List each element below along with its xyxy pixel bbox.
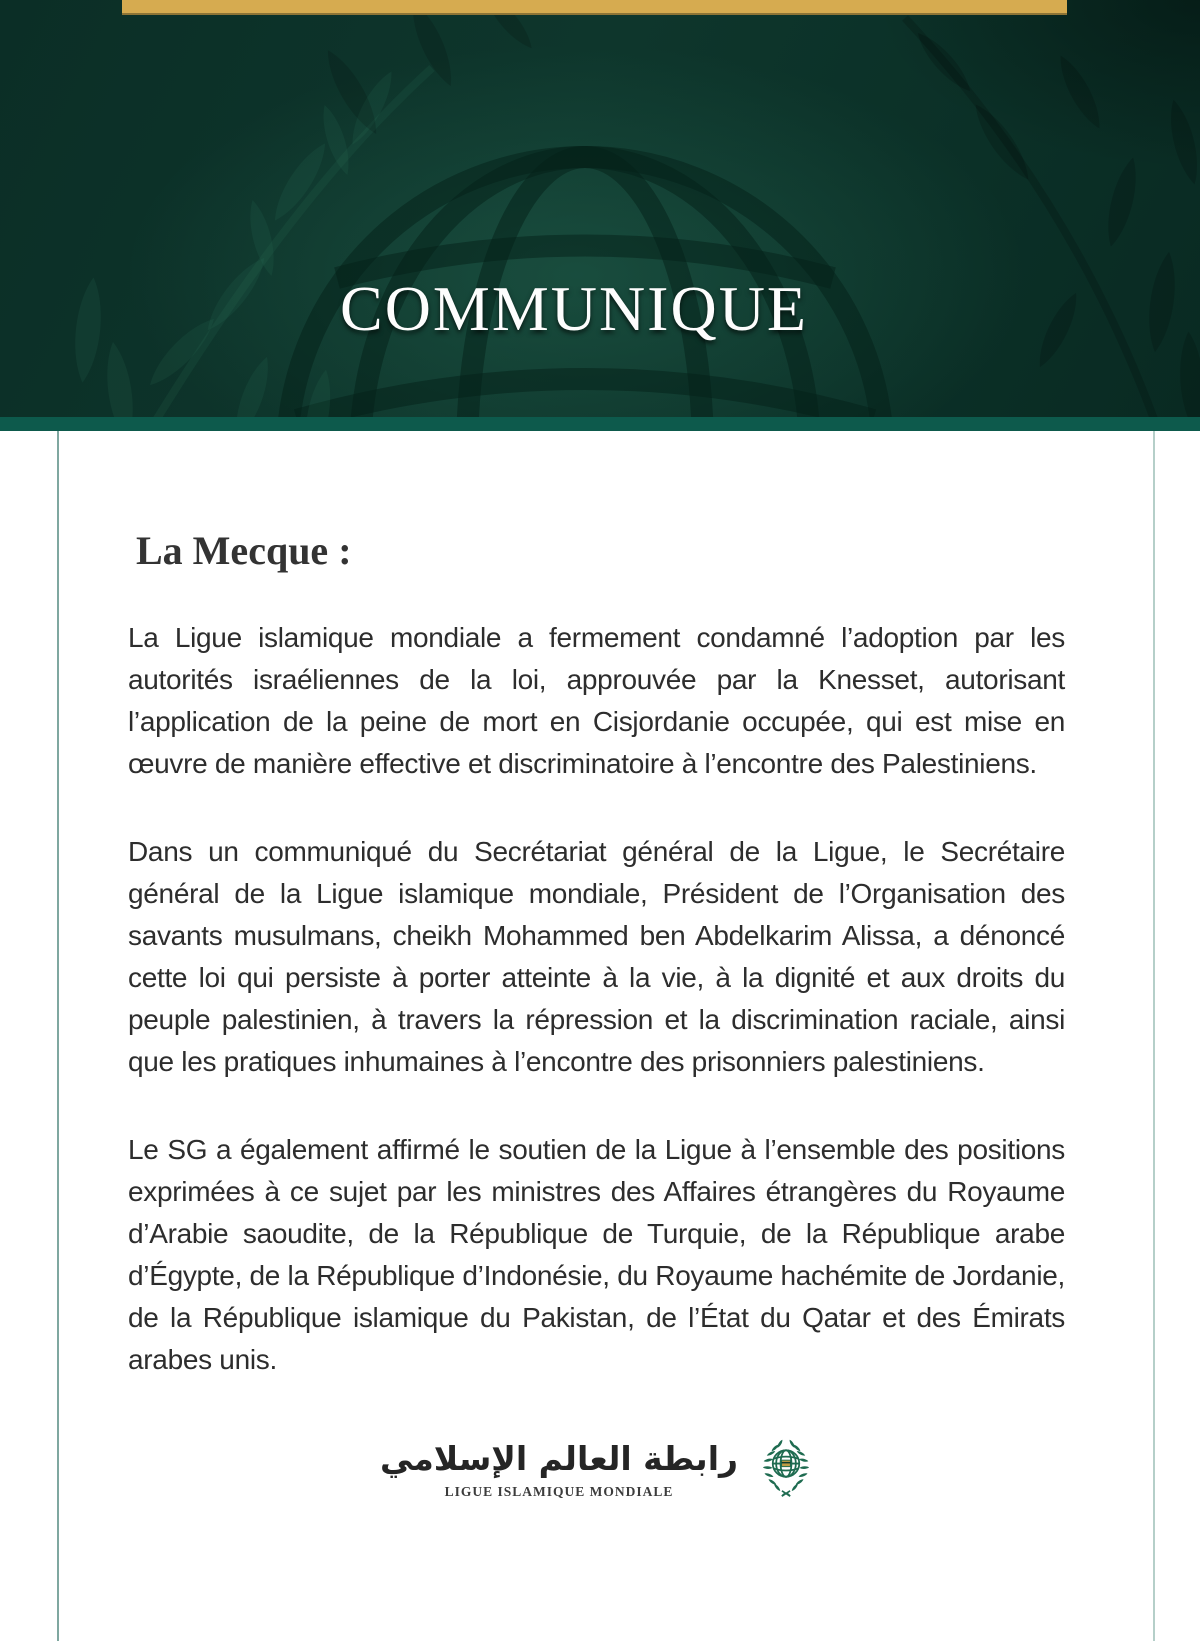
document-content [128,431,1065,1381]
mwl-globe-wreath-icon [752,1427,820,1511]
laurel-branch-right-icon [905,18,1200,417]
header-banner [0,0,1200,417]
document-body [0,431,1200,1641]
header-ornament [0,0,1200,417]
arabic-calligraphy-text: رابطة العالم الإسلامي [379,1439,739,1479]
org-wordmark: LIGUE ISLAMIQUE MONDIALE [444,1483,674,1499]
body-paragraph: La Ligue islamique mondiale a fermement condamné l’adoption par les autorités israéliennes de la loi, approuvée par la Knesset, autorisant l’application de la peine de mort en Cisjordanie occupée, qui est mise en œuvre de manière effective et discriminatoire à l’encontre des Palestiniens. [128,622,1065,779]
gold-accent-bar [122,0,1067,15]
body-paragraph: Dans un communiqué du Secrétariat général de la Ligue, le Secrétaire général de la Ligue islamique mondiale, Président de l’Organisation des savants musulmans, cheikh Mohammed ben Abdelkarim Alissa, a dénoncé cette loi qui persiste à porter atteinte à la vie, à la dignité et aux droits du peuple palestinien, à travers la répression et la discrimination raciale, ainsi que les pratiques inhumaines à l’encontre des prisonniers palestiniens. [128,836,1065,1077]
right-margin-rule [1153,431,1155,1641]
teal-divider [0,417,1200,431]
page-title: COMMUNIQUE [340,273,808,344]
org-logo-text [380,1438,738,1499]
left-margin-rule [57,431,59,1641]
dateline-heading: La Mecque : [136,528,352,573]
org-logo [0,1427,1200,1511]
body-paragraph: Le SG a également affirmé le soutien de la Ligue à l’ensemble des positions exprimées à ce sujet par les ministres des Affaires étrangères du Royaume d’Arabie saoudite, de la République de Turquie, de la République arabe d’Égypte, de la République d’Indonésie, du Royaume hachémite de Jordanie, de la République islamique du Pakistan, de l’État du Qatar et des Émirats arabes unis. [128,1134,1065,1375]
